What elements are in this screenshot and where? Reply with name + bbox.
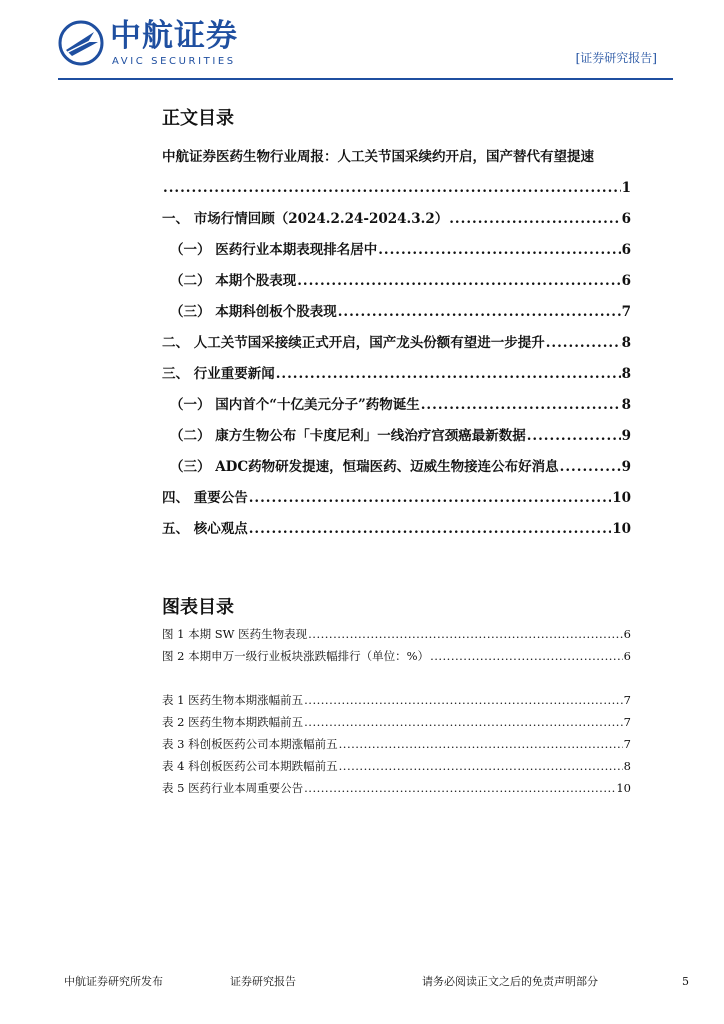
figure-entry-text: 图 1 本期 SW 医药生物表现 [162, 627, 308, 641]
toc-entry[interactable] [162, 328, 631, 359]
toc-entry-report-title[interactable]: 中航证券医药生物行业周报：人工关节国采续约开启，国产替代有望提速 [162, 149, 594, 165]
table-entry-page: 7 [623, 693, 631, 707]
toc-entry[interactable] [162, 204, 631, 235]
leader-dots [249, 483, 612, 514]
leader-dots [430, 645, 623, 667]
leader-dots [527, 421, 621, 452]
toc-entry[interactable] [162, 235, 631, 266]
toc-entry[interactable] [162, 359, 631, 390]
toc-entry[interactable] [162, 483, 631, 514]
toc-entry-page: 8 [621, 366, 631, 382]
toc-heading: 正文目录 [162, 108, 234, 129]
toc-entry-page: 6 [621, 273, 631, 289]
table-list [162, 689, 631, 799]
leader-dots [304, 689, 623, 711]
toc-entry-text: （一） 国内首个“十亿美元分子”药物诞生 [170, 397, 420, 413]
toc-entry-page: 9 [621, 459, 631, 475]
table-entry-text: 表 4 科创板医药公司本期跌幅前五 [162, 759, 338, 773]
leader-dots [249, 514, 612, 545]
toc-entry-page: 8 [621, 335, 631, 351]
toc-entry-text: 一、 市场行情回顾（2024.2.24-2024.3.2） [162, 211, 449, 227]
figure-entry-text: 图 2 本期申万一级行业板块涨跌幅排行（单位：%） [162, 649, 430, 663]
toc-entry[interactable] [162, 452, 631, 483]
table-entry-text: 表 3 科创板医药公司本期涨幅前五 [162, 737, 338, 751]
leader-dots [304, 711, 623, 733]
leader-dots [378, 235, 620, 266]
toc-entry[interactable] [162, 173, 631, 204]
toc-entry[interactable] [162, 514, 631, 545]
leader-dots [421, 390, 621, 421]
figures-heading: 图表目录 [162, 597, 234, 618]
table-entry-page: 10 [616, 781, 631, 795]
table-entry-page: 7 [623, 737, 631, 751]
toc-entry-page: 7 [621, 304, 631, 320]
figure-entry-page: 6 [623, 649, 631, 663]
table-entry[interactable] [162, 711, 631, 733]
brand-name-en: AVIC SECURITIES [112, 56, 236, 67]
table-entry-text: 表 5 医药行业本周重要公告 [162, 781, 304, 795]
leader-dots [338, 297, 621, 328]
toc-entry[interactable] [162, 390, 631, 421]
toc-entry-text: 三、 行业重要新闻 [162, 366, 275, 382]
page-footer [0, 970, 724, 994]
table-of-contents [162, 142, 631, 545]
toc-entry-text: （三） 本期科创板个股表现 [170, 304, 337, 320]
toc-entry-text: （一） 医药行业本期表现排名居中 [170, 242, 378, 258]
toc-entry-page: 10 [612, 521, 631, 537]
toc-entry-page: 1 [621, 180, 631, 196]
figure-list [162, 623, 631, 667]
table-entry-page: 7 [623, 715, 631, 729]
leader-dots [308, 623, 623, 645]
avic-logo-icon [58, 20, 104, 66]
leader-dots [276, 359, 621, 390]
page-header [0, 0, 724, 82]
leader-dots [546, 328, 621, 359]
toc-entry-text: 二、 人工关节国采接续正式开启，国产龙头份额有望进一步提升 [162, 335, 545, 351]
table-entry-page: 8 [623, 759, 631, 773]
toc-entry-page: 10 [612, 490, 631, 506]
toc-entry-text: （二） 本期个股表现 [170, 273, 297, 289]
table-entry-text: 表 2 医药生物本期跌幅前五 [162, 715, 304, 729]
leader-dots [449, 204, 620, 235]
footer-publisher: 中航证券研究所发布 [64, 975, 163, 988]
leader-dots [339, 733, 623, 755]
toc-entry[interactable] [162, 297, 631, 328]
leader-dots [297, 266, 620, 297]
toc-entry-text: （二） 康方生物公布「卡度尼利」一线治疗宫颈癌最新数据 [170, 428, 526, 444]
table-entry[interactable] [162, 689, 631, 711]
table-entry[interactable] [162, 755, 631, 777]
toc-entry-page: 6 [621, 242, 631, 258]
toc-entry-page: 6 [621, 211, 631, 227]
leader-dots [163, 173, 621, 204]
report-type-tag: [证券研究报告] [575, 51, 657, 65]
figure-entry[interactable] [162, 623, 631, 645]
toc-entry[interactable] [162, 421, 631, 452]
footer-doc-type: 证券研究报告 [230, 975, 296, 988]
figure-entry-page: 6 [623, 627, 631, 641]
toc-entry-text: （三） ADC药物研发提速，恒瑞医药、迈威生物接连公布好消息 [170, 459, 559, 475]
table-entry-text: 表 1 医药生物本期涨幅前五 [162, 693, 304, 707]
toc-entry-page: 8 [621, 397, 631, 413]
footer-disclaimer: 请务必阅读正文之后的免责声明部分 [422, 975, 598, 988]
toc-entry[interactable] [162, 266, 631, 297]
leader-dots [560, 452, 621, 483]
table-entry[interactable] [162, 733, 631, 755]
table-entry[interactable] [162, 777, 631, 799]
header-divider [58, 78, 673, 80]
page-number: 5 [682, 975, 689, 988]
figure-entry[interactable] [162, 645, 631, 667]
leader-dots [339, 755, 623, 777]
toc-entry-text: 四、 重要公告 [162, 490, 248, 506]
brand-name-cn: 中航证券 [110, 18, 238, 54]
leader-dots [304, 777, 615, 799]
toc-entry-text: 五、 核心观点 [162, 521, 248, 537]
toc-entry-page: 9 [621, 428, 631, 444]
